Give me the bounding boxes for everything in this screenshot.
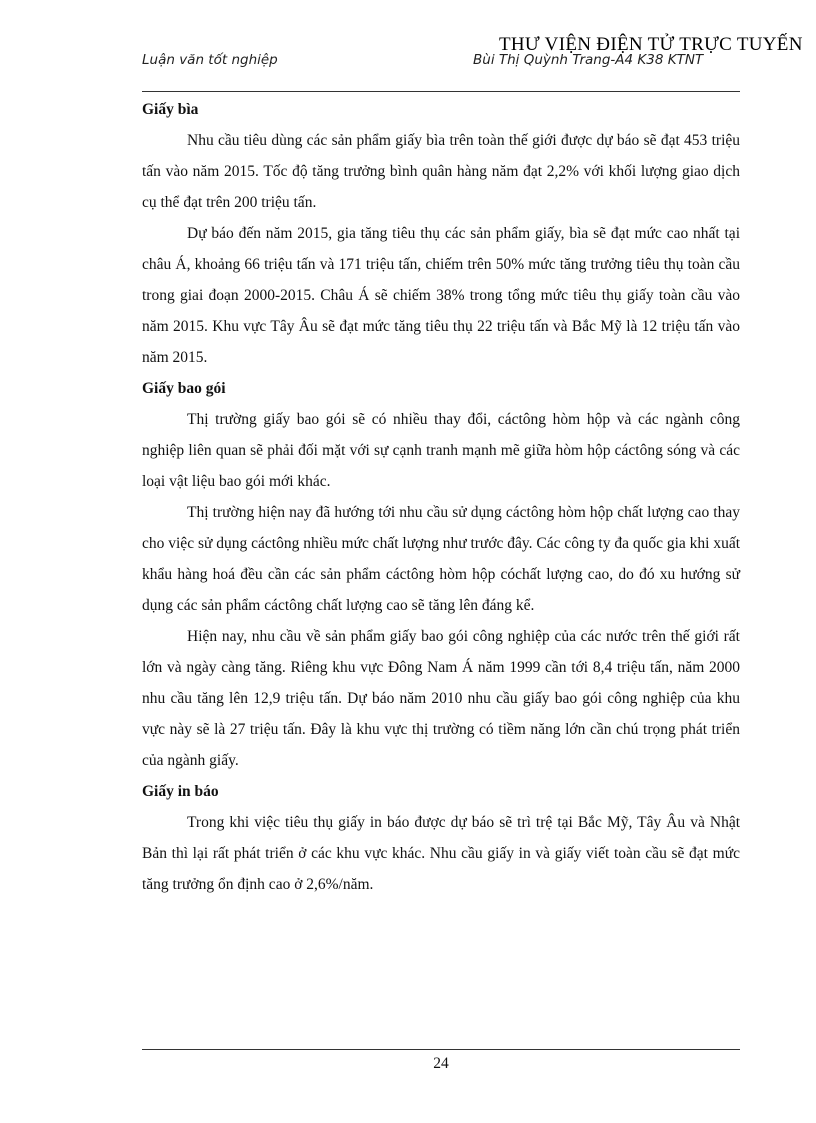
paragraph: Thị trường giấy bao gói sẽ có nhiều thay đổi, cáctông hòm hộp và các ngành công nghiệp liên quan sẽ phải đối mặt với sự cạnh tranh mạnh mẽ giữa hòm hộp cáctông sóng và các loại vật liệu bao gói mới khác.	[142, 411, 740, 490]
paragraph: Dự báo đến năm 2015, gia tăng tiêu thụ các sản phẩm giấy, bìa sẽ đạt mức cao nhất tại châu Á, khoảng 66 triệu tấn và 171 triệu tấn, chiếm trên 50% mức tăng trưởng tiêu thụ toàn cầu trong giai đoạn 2000-2015. Châu Á sẽ chiếm 38% trong tổng mức tiêu thụ giấy toàn cầu vào năm 2015. Khu vực Tây Âu sẽ đạt mức tăng tiêu thụ 22 triệu tấn và Bắc Mỹ là 12 triệu tấn vào năm 2015.	[142, 225, 740, 366]
header-rule	[142, 91, 740, 92]
paragraph: Thị trường hiện nay đã hướng tới nhu cầu sử dụng cáctông hòm hộp chất lượng cao thay cho việc sử dụng cáctông nhiều mức chất lượng như trước đây. Các công ty đa quốc gia khi xuất khẩu hàng hoá đều cần các sản phẩm cáctông hòm hộp cóchất lượng cao, do đó xu hướng sử dụng các sản phẩm cáctông chất lượng cao sẽ tăng lên đáng kể.	[142, 504, 741, 614]
footer-rule	[142, 1049, 740, 1050]
section-heading-giay-in-bao: Giấy in báo	[142, 783, 219, 800]
paragraph: Hiện nay, nhu cầu về sản phẩm giấy bao gói công nghiệp của các nước trên thế giới rất lớn và ngày càng tăng. Riêng khu vực Đông Nam Á năm 1999 cần tới 8,4 triệu tấn, năm 2000 nhu cầu tăng lên 12,9 triệu tấn. Dự báo năm 2010 nhu cầu giấy bao gói công nghiệp của khu vực này sẽ là 27 triệu tấn. Đây là khu vực thị trường có tiềm năng lớn cần chú trọng phát triển của ngành giấy.	[142, 628, 740, 769]
watermark-text: THƯ VIỆN ĐIỆN TỬ TRỰC TUYẾN	[499, 34, 803, 55]
document-body	[142, 94, 740, 900]
header-right: Bùi Thị Quỳnh Trang-A4 K38 KTNT	[473, 52, 704, 68]
header-left: Luận văn tốt nghiệp	[142, 52, 278, 68]
paragraph: Trong khi việc tiêu thụ giấy in báo được dự báo sẽ trì trệ tại Bắc Mỹ, Tây Âu và Nhật Bản thì lại rất phát triển ở các khu vực khác. Nhu cầu giấy in và giấy viết toàn cầu sẽ đạt mức tăng trưởng ổn định cao ở 2,6%/năm.	[142, 814, 740, 893]
paragraph: Nhu cầu tiêu dùng các sản phẩm giấy bìa trên toàn thế giới được dự báo sẽ đạt 453 triệu tấn vào năm 2015. Tốc độ tăng trưởng bình quân hàng năm đạt 2,2% với khối lượng giao dịch cụ thể đạt trên 200 triệu tấn.	[142, 132, 740, 211]
section-heading-giay-bia: Giấy bìa	[142, 101, 199, 118]
section-heading-giay-bao-goi: Giấy bao gói	[142, 380, 226, 397]
page-number: 24	[433, 1055, 449, 1072]
